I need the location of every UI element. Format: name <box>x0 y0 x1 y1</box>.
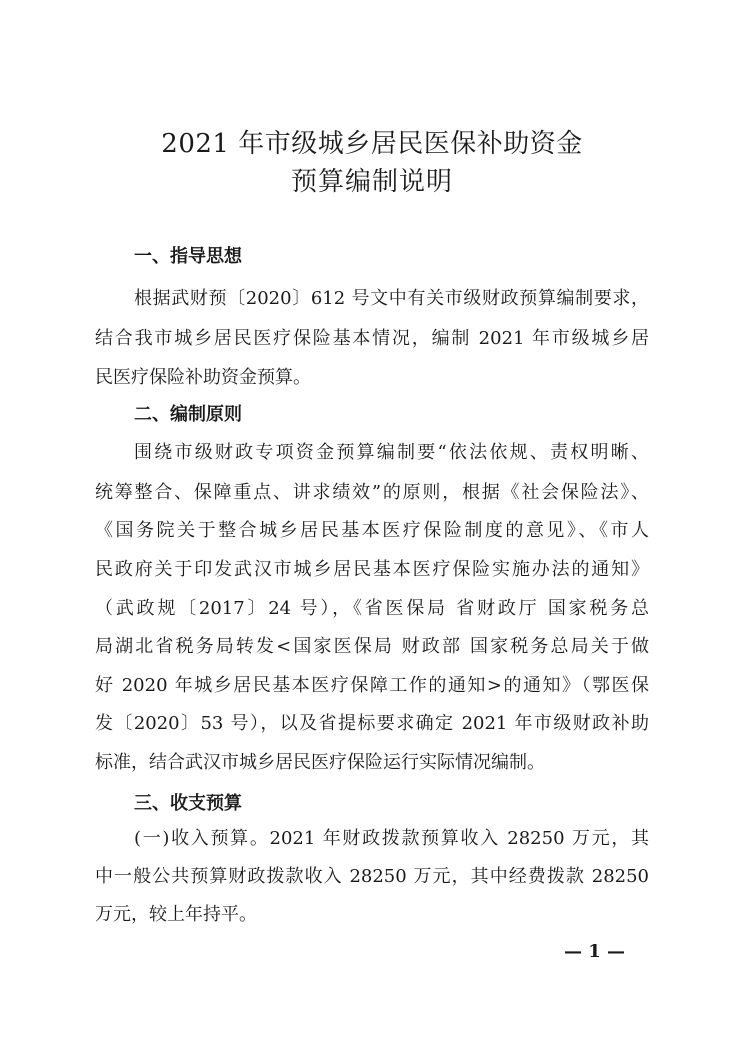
document-title-line2: 预算编制说明 <box>290 167 453 197</box>
paragraph-line: 发〔2020〕53 号），以及省提标要求确定 2021 年市级财政补助 <box>95 713 649 734</box>
paragraph-line: （武政规〔2017〕24 号），《省医保局 省财政厅 国家税务总 <box>95 598 649 619</box>
paragraph-line: 围绕市级财政专项资金预算编制要“依法依规、责权明晰、 <box>134 442 649 463</box>
paragraph-line: 标准，结合武汉市城乡居民医疗保险运行实际情况编制。 <box>95 752 545 773</box>
paragraph-line: 统筹整合、保障重点、讲求绩效”的原则，根据《社会保险法》、 <box>95 482 649 503</box>
section2-heading: 二、编制原则 <box>134 404 242 425</box>
paragraph-line: 民政府关于印发武汉市城乡居民基本医疗保险实施办法的通知》 <box>95 559 649 580</box>
paragraph-line: 结合我市城乡居民医疗保险基本情况，编制 2021 年市级城乡居 <box>95 328 649 349</box>
paragraph-line: 中一般公共预算财政拨款收入 28250 万元，其中经费拨款 28250 <box>95 866 649 887</box>
paragraph-line: 好 2020 年城乡居民基本医疗保障工作的通知>的通知》（鄂医保 <box>95 675 649 696</box>
paragraph-line: 局湖北省税务局转发<国家医保局 财政部 国家税务总局关于做 <box>95 636 649 657</box>
paragraph-line: 民医疗保险补助资金预算。 <box>95 367 311 388</box>
paragraph-line: 根据武财预〔2020〕612 号文中有关市级财政预算编制要求， <box>134 288 649 309</box>
page-number: — 1 — <box>564 941 626 962</box>
paragraph-line: 《国务院关于整合城乡居民基本医疗保险制度的意见》、《市人 <box>95 520 649 541</box>
document-title-line1: 2021 年市级城乡居民医保补助资金 <box>161 129 583 159</box>
paragraph-line: (一)收入预算。2021 年财政拨款预算收入 28250 万元，其 <box>134 828 649 849</box>
paragraph-line: 万元，较上年持平。 <box>95 904 257 925</box>
section3-heading: 三、收支预算 <box>134 793 242 814</box>
section1-heading: 一、指导思想 <box>134 246 242 267</box>
